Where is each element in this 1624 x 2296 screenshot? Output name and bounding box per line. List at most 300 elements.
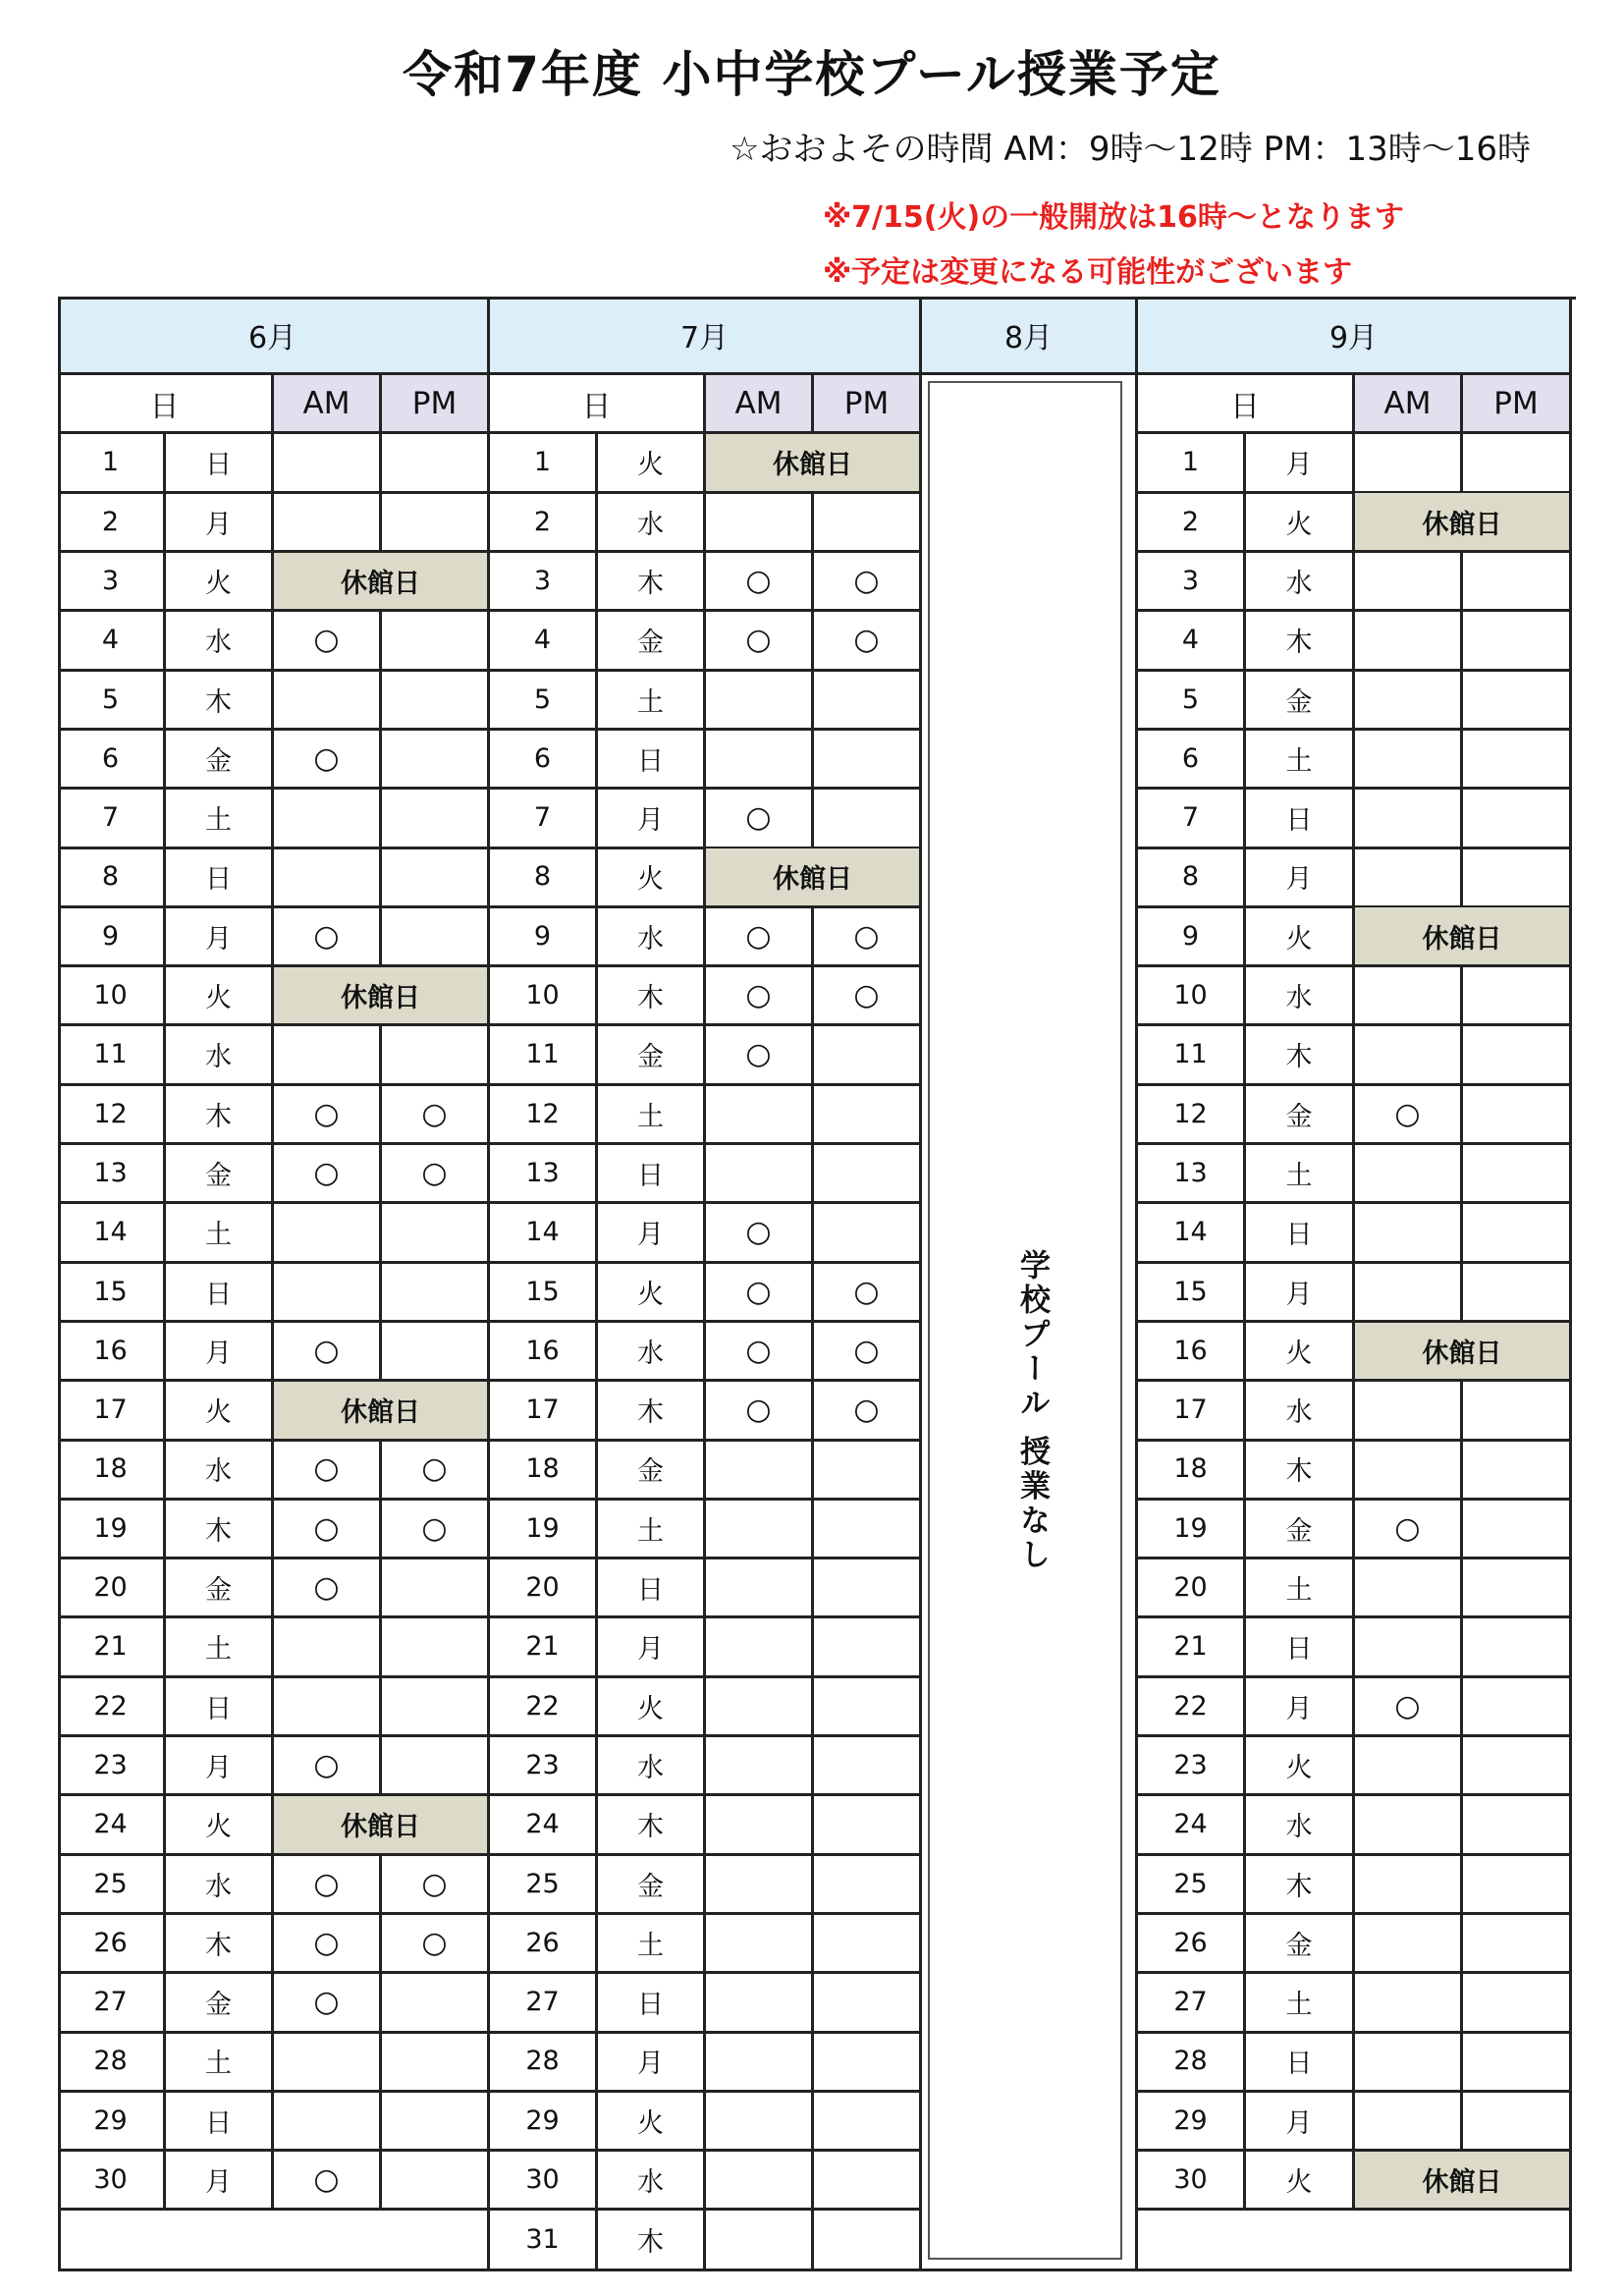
date-cell: 25 (58, 1855, 166, 1915)
weekday-cell: 火 (1246, 2152, 1355, 2212)
am-slot-cell (1355, 1974, 1463, 2034)
am-slot-cell (706, 1855, 814, 1915)
am-slot-cell (1355, 1441, 1463, 1501)
pm-slot-cell (1463, 1500, 1572, 1559)
weekday-cell: 木 (598, 2211, 706, 2271)
pm-slot-cell: ○ (814, 1323, 922, 1383)
pm-slot-cell: ○ (382, 1085, 490, 1145)
day-header: 日 (490, 375, 706, 434)
weekday-cell: 日 (1246, 2033, 1355, 2093)
weekday-cell: 火 (598, 434, 706, 494)
date-cell: 22 (490, 1677, 598, 1737)
weekday-cell: 水 (166, 1026, 274, 1086)
pm-slot-cell: ○ (382, 1441, 490, 1501)
date-cell: 30 (490, 2152, 598, 2212)
date-cell: 10 (490, 967, 598, 1027)
weekday-cell: 木 (166, 1085, 274, 1145)
am-slot-cell (706, 671, 814, 731)
am-slot-cell (706, 2033, 814, 2093)
pm-slot-cell (1463, 1915, 1572, 1975)
weekday-cell: 土 (598, 1085, 706, 1145)
pm-slot-cell (814, 1145, 922, 1205)
date-cell: 6 (490, 731, 598, 791)
closed-day-cell: 休館日 (274, 553, 490, 613)
date-cell: 9 (490, 907, 598, 967)
weekday-cell: 日 (1246, 1618, 1355, 1678)
weekday-cell: 土 (1246, 1559, 1355, 1619)
am-slot-cell (706, 2152, 814, 2212)
date-cell: 22 (1138, 1677, 1246, 1737)
pm-slot-cell (814, 1737, 922, 1797)
date-cell: 7 (58, 790, 166, 849)
pm-slot-cell (382, 434, 490, 494)
am-slot-cell (274, 434, 382, 494)
closed-day-cell: 休館日 (1355, 907, 1572, 967)
am-slot-cell: ○ (1355, 1500, 1463, 1559)
pm-slot-cell (1463, 1559, 1572, 1619)
weekday-cell: 日 (1246, 790, 1355, 849)
pm-slot-cell (382, 1737, 490, 1797)
pm-slot-cell (814, 1677, 922, 1737)
date-cell: 4 (490, 612, 598, 672)
weekday-cell: 水 (166, 1441, 274, 1501)
pm-slot-cell (1463, 1026, 1572, 1086)
date-cell: 11 (58, 1026, 166, 1086)
pm-slot-cell (814, 2092, 922, 2152)
weekday-cell: 月 (166, 907, 274, 967)
pm-slot-cell: ○ (814, 967, 922, 1027)
date-cell: 25 (1138, 1855, 1246, 1915)
pm-slot-cell (1463, 1382, 1572, 1442)
pm-header: PM (1463, 375, 1572, 434)
weekday-cell: 火 (166, 967, 274, 1027)
date-cell: 20 (490, 1559, 598, 1619)
weekday-cell: 金 (1246, 671, 1355, 731)
am-header: AM (1355, 375, 1463, 434)
date-cell: 3 (58, 553, 166, 613)
weekday-cell: 日 (598, 1974, 706, 2034)
date-cell: 3 (1138, 553, 1246, 613)
month-header: 8月 (922, 297, 1138, 375)
date-cell: 28 (58, 2033, 166, 2093)
weekday-cell: 月 (1246, 434, 1355, 494)
am-slot-cell (274, 1204, 382, 1264)
weekday-cell: 火 (1246, 1737, 1355, 1797)
weekday-cell: 土 (166, 1618, 274, 1678)
date-cell: 28 (490, 2033, 598, 2093)
am-slot-cell: ○ (274, 1500, 382, 1559)
date-cell: 23 (58, 1737, 166, 1797)
august-note: 学校プール 授業なし (1014, 1249, 1050, 1573)
am-slot-cell (274, 848, 382, 908)
date-cell: 8 (58, 848, 166, 908)
pm-slot-cell (1463, 2033, 1572, 2093)
am-slot-cell (274, 1026, 382, 1086)
pm-slot-cell: ○ (382, 1500, 490, 1559)
weekday-cell: 土 (1246, 1974, 1355, 2034)
am-slot-cell: ○ (706, 1382, 814, 1442)
am-slot-cell: ○ (274, 1559, 382, 1619)
date-cell: 14 (490, 1204, 598, 1264)
date-cell: 21 (1138, 1618, 1246, 1678)
am-slot-cell: ○ (274, 612, 382, 672)
pm-slot-cell (1463, 2092, 1572, 2152)
pm-slot-cell (382, 1559, 490, 1619)
date-cell: 16 (1138, 1323, 1246, 1383)
weekday-cell: 土 (598, 671, 706, 731)
am-slot-cell: ○ (706, 1026, 814, 1086)
weekday-cell: 水 (166, 612, 274, 672)
am-slot-cell: ○ (274, 731, 382, 791)
pm-slot-cell (814, 671, 922, 731)
month-header: 7月 (490, 297, 922, 375)
am-slot-cell (706, 1500, 814, 1559)
am-header: AM (274, 375, 382, 434)
pm-slot-cell (1463, 434, 1572, 494)
weekday-cell: 月 (166, 1323, 274, 1383)
pm-slot-cell (814, 1500, 922, 1559)
pm-slot-cell (1463, 1855, 1572, 1915)
date-cell: 5 (490, 671, 598, 731)
am-slot-cell (706, 1559, 814, 1619)
date-cell: 15 (490, 1263, 598, 1323)
am-slot-cell (1355, 2092, 1463, 2152)
am-slot-cell: ○ (706, 1263, 814, 1323)
date-cell: 21 (490, 1618, 598, 1678)
weekday-cell: 木 (166, 671, 274, 731)
weekday-cell: 水 (1246, 1382, 1355, 1442)
closed-day-cell: 休館日 (1355, 1323, 1572, 1383)
weekday-cell: 月 (598, 2033, 706, 2093)
weekday-cell: 木 (166, 1500, 274, 1559)
weekday-cell: 日 (166, 2092, 274, 2152)
am-slot-cell (274, 2092, 382, 2152)
am-slot-cell: ○ (274, 1145, 382, 1205)
date-cell: 14 (58, 1204, 166, 1264)
am-slot-cell (1355, 1026, 1463, 1086)
pm-slot-cell (1463, 1677, 1572, 1737)
weekday-cell: 金 (166, 1145, 274, 1205)
weekday-cell: 土 (598, 1915, 706, 1975)
pm-slot-cell (814, 2033, 922, 2093)
pm-slot-cell (1463, 1204, 1572, 1264)
am-slot-cell (1355, 1559, 1463, 1619)
weekday-cell: 金 (598, 1026, 706, 1086)
am-slot-cell (1355, 1382, 1463, 1442)
date-cell: 7 (490, 790, 598, 849)
date-cell: 15 (58, 1263, 166, 1323)
am-slot-cell (274, 493, 382, 553)
weekday-cell: 金 (598, 1441, 706, 1501)
weekday-cell: 木 (1246, 1441, 1355, 1501)
weekday-cell: 金 (598, 1855, 706, 1915)
weekday-cell: 木 (598, 553, 706, 613)
weekday-cell: 木 (1246, 1026, 1355, 1086)
weekday-cell: 日 (1246, 1204, 1355, 1264)
weekday-cell: 金 (1246, 1500, 1355, 1559)
date-cell: 29 (58, 2092, 166, 2152)
closed-day-cell: 休館日 (274, 967, 490, 1027)
date-cell: 31 (490, 2211, 598, 2271)
pm-slot-cell (814, 1974, 922, 2034)
date-cell: 18 (490, 1441, 598, 1501)
date-cell: 26 (1138, 1915, 1246, 1975)
date-cell: 9 (58, 907, 166, 967)
weekday-cell: 水 (598, 907, 706, 967)
pm-slot-cell (1463, 967, 1572, 1027)
am-slot-cell (274, 1263, 382, 1323)
pm-slot-cell (382, 1974, 490, 2034)
pm-slot-cell (382, 1026, 490, 1086)
am-slot-cell (1355, 1145, 1463, 1205)
weekday-cell: 火 (598, 2092, 706, 2152)
am-slot-cell (706, 493, 814, 553)
weekday-cell: 火 (166, 1796, 274, 1856)
pm-slot-cell (382, 731, 490, 791)
am-slot-cell (706, 1441, 814, 1501)
pm-slot-cell (814, 1026, 922, 1086)
weekday-cell: 火 (166, 1382, 274, 1442)
pm-slot-cell (382, 1323, 490, 1383)
pm-slot-cell (382, 1204, 490, 1264)
date-cell: 27 (58, 1974, 166, 2034)
weekday-cell: 木 (1246, 612, 1355, 672)
weekday-cell: 日 (166, 434, 274, 494)
pm-slot-cell (1463, 1085, 1572, 1145)
am-slot-cell: ○ (274, 1085, 382, 1145)
weekday-cell: 水 (166, 1855, 274, 1915)
am-slot-cell: ○ (706, 790, 814, 849)
pm-slot-cell (814, 1559, 922, 1619)
august-column (922, 375, 1138, 2271)
date-cell: 21 (58, 1618, 166, 1678)
am-slot-cell (706, 731, 814, 791)
weekday-cell: 月 (1246, 848, 1355, 908)
pm-slot-cell: ○ (814, 1382, 922, 1442)
am-slot-cell (1355, 1263, 1463, 1323)
date-cell: 17 (490, 1382, 598, 1442)
am-slot-cell (1355, 1737, 1463, 1797)
pm-slot-cell (382, 1263, 490, 1323)
month-header: 6月 (58, 297, 490, 375)
am-slot-cell (1355, 1204, 1463, 1264)
weekday-cell: 火 (1246, 1323, 1355, 1383)
pm-slot-cell (382, 790, 490, 849)
am-slot-cell (706, 1085, 814, 1145)
date-cell: 13 (58, 1145, 166, 1205)
date-cell: 22 (58, 1677, 166, 1737)
weekday-cell: 土 (598, 1500, 706, 1559)
pm-header: PM (382, 375, 490, 434)
pool-schedule-table (58, 297, 1576, 2271)
closed-day-cell: 休館日 (706, 848, 922, 908)
am-slot-cell (274, 1618, 382, 1678)
weekday-cell: 金 (1246, 1085, 1355, 1145)
date-cell: 14 (1138, 1204, 1246, 1264)
date-cell: 3 (490, 553, 598, 613)
weekday-cell: 日 (166, 848, 274, 908)
notice-general-open: ※7/15(火)の一般開放は16時～となります (823, 200, 1404, 235)
am-slot-cell (1355, 671, 1463, 731)
am-slot-cell (706, 2092, 814, 2152)
am-slot-cell: ○ (706, 907, 814, 967)
weekday-cell: 火 (1246, 907, 1355, 967)
pm-slot-cell (814, 790, 922, 849)
weekday-cell: 火 (598, 1263, 706, 1323)
date-cell: 20 (1138, 1559, 1246, 1619)
date-cell: 10 (1138, 967, 1246, 1027)
date-cell: 11 (490, 1026, 598, 1086)
date-cell: 9 (1138, 907, 1246, 967)
date-cell: 20 (58, 1559, 166, 1619)
date-cell: 2 (1138, 493, 1246, 553)
day-header: 日 (1138, 375, 1355, 434)
am-slot-cell (1355, 848, 1463, 908)
pm-slot-cell: ○ (814, 553, 922, 613)
weekday-cell: 金 (166, 1559, 274, 1619)
weekday-cell: 月 (166, 493, 274, 553)
date-cell: 12 (58, 1085, 166, 1145)
am-slot-cell (274, 1677, 382, 1737)
pm-slot-cell: ○ (814, 1263, 922, 1323)
weekday-cell: 水 (1246, 967, 1355, 1027)
date-cell: 7 (1138, 790, 1246, 849)
weekday-cell: 水 (1246, 1796, 1355, 1856)
am-slot-cell (1355, 553, 1463, 613)
date-cell: 10 (58, 967, 166, 1027)
weekday-cell: 日 (598, 731, 706, 791)
date-cell: 24 (490, 1796, 598, 1856)
empty-filler (58, 2211, 490, 2271)
date-cell: 28 (1138, 2033, 1246, 2093)
weekday-cell: 土 (166, 1204, 274, 1264)
weekday-cell: 木 (598, 967, 706, 1027)
pm-slot-cell: ○ (382, 1145, 490, 1205)
am-slot-cell: ○ (274, 1974, 382, 2034)
am-slot-cell (274, 671, 382, 731)
weekday-cell: 水 (598, 1737, 706, 1797)
day-header: 日 (58, 375, 274, 434)
pm-slot-cell (1463, 671, 1572, 731)
pm-slot-cell (382, 493, 490, 553)
date-cell: 26 (490, 1915, 598, 1975)
weekday-cell: 日 (166, 1263, 274, 1323)
weekday-cell: 金 (166, 731, 274, 791)
weekday-cell: 月 (1246, 1263, 1355, 1323)
weekday-cell: 日 (598, 1145, 706, 1205)
am-slot-cell: ○ (706, 1204, 814, 1264)
date-cell: 13 (490, 1145, 598, 1205)
pm-slot-cell (814, 1085, 922, 1145)
am-slot-cell (706, 2211, 814, 2271)
am-slot-cell: ○ (706, 553, 814, 613)
am-slot-cell: ○ (274, 1855, 382, 1915)
am-slot-cell (706, 1737, 814, 1797)
weekday-cell: 火 (166, 553, 274, 613)
date-cell: 5 (58, 671, 166, 731)
am-slot-cell: ○ (1355, 1677, 1463, 1737)
pm-slot-cell: ○ (814, 907, 922, 967)
closed-day-cell: 休館日 (1355, 2152, 1572, 2212)
date-cell: 30 (1138, 2152, 1246, 2212)
am-slot-cell (1355, 1855, 1463, 1915)
pm-slot-cell (814, 1204, 922, 1264)
date-cell: 17 (58, 1382, 166, 1442)
pm-slot-cell: ○ (814, 612, 922, 672)
pm-slot-cell (382, 848, 490, 908)
weekday-cell: 月 (1246, 2092, 1355, 2152)
pm-slot-cell (382, 671, 490, 731)
weekday-cell: 日 (166, 1677, 274, 1737)
weekday-cell: 金 (166, 1974, 274, 2034)
weekday-cell: 火 (598, 1677, 706, 1737)
date-cell: 4 (1138, 612, 1246, 672)
weekday-cell: 月 (598, 790, 706, 849)
date-cell: 29 (1138, 2092, 1246, 2152)
closed-day-cell: 休館日 (274, 1382, 490, 1442)
am-slot-cell (706, 1677, 814, 1737)
time-guide: ☆おおよその時間 AM：9時～12時 PM：13時～16時 (730, 130, 1531, 169)
date-cell: 12 (1138, 1085, 1246, 1145)
am-slot-cell: ○ (1355, 1085, 1463, 1145)
am-slot-cell: ○ (706, 967, 814, 1027)
weekday-cell: 木 (1246, 1855, 1355, 1915)
weekday-cell: 金 (1246, 1915, 1355, 1975)
pm-slot-cell (1463, 1737, 1572, 1797)
am-slot-cell (274, 790, 382, 849)
am-slot-cell (1355, 790, 1463, 849)
pm-slot-cell (382, 612, 490, 672)
pm-slot-cell (1463, 1145, 1572, 1205)
date-cell: 29 (490, 2092, 598, 2152)
date-cell: 1 (490, 434, 598, 494)
closed-day-cell: 休館日 (274, 1796, 490, 1856)
weekday-cell: 月 (598, 1204, 706, 1264)
am-slot-cell: ○ (274, 2152, 382, 2212)
pm-slot-cell (814, 493, 922, 553)
pm-slot-cell (1463, 612, 1572, 672)
weekday-cell: 水 (598, 1323, 706, 1383)
pm-slot-cell (382, 1618, 490, 1678)
weekday-cell: 木 (598, 1382, 706, 1442)
date-cell: 6 (58, 731, 166, 791)
date-cell: 8 (490, 848, 598, 908)
am-slot-cell: ○ (274, 1323, 382, 1383)
date-cell: 5 (1138, 671, 1246, 731)
weekday-cell: 水 (1246, 553, 1355, 613)
date-cell: 1 (1138, 434, 1246, 494)
date-cell: 23 (1138, 1737, 1246, 1797)
pm-slot-cell (382, 1677, 490, 1737)
date-cell: 23 (490, 1737, 598, 1797)
pm-slot-cell (1463, 731, 1572, 791)
date-cell: 26 (58, 1915, 166, 1975)
am-slot-cell (1355, 1618, 1463, 1678)
date-cell: 18 (1138, 1441, 1246, 1501)
date-cell: 24 (1138, 1796, 1246, 1856)
date-cell: 24 (58, 1796, 166, 1856)
pm-slot-cell (1463, 1618, 1572, 1678)
am-slot-cell (1355, 2033, 1463, 2093)
weekday-cell: 月 (166, 2152, 274, 2212)
weekday-cell: 木 (166, 1915, 274, 1975)
am-slot-cell (706, 1618, 814, 1678)
pm-slot-cell (382, 2092, 490, 2152)
am-slot-cell (706, 1915, 814, 1975)
date-cell: 19 (1138, 1500, 1246, 1559)
date-cell: 13 (1138, 1145, 1246, 1205)
date-cell: 2 (490, 493, 598, 553)
